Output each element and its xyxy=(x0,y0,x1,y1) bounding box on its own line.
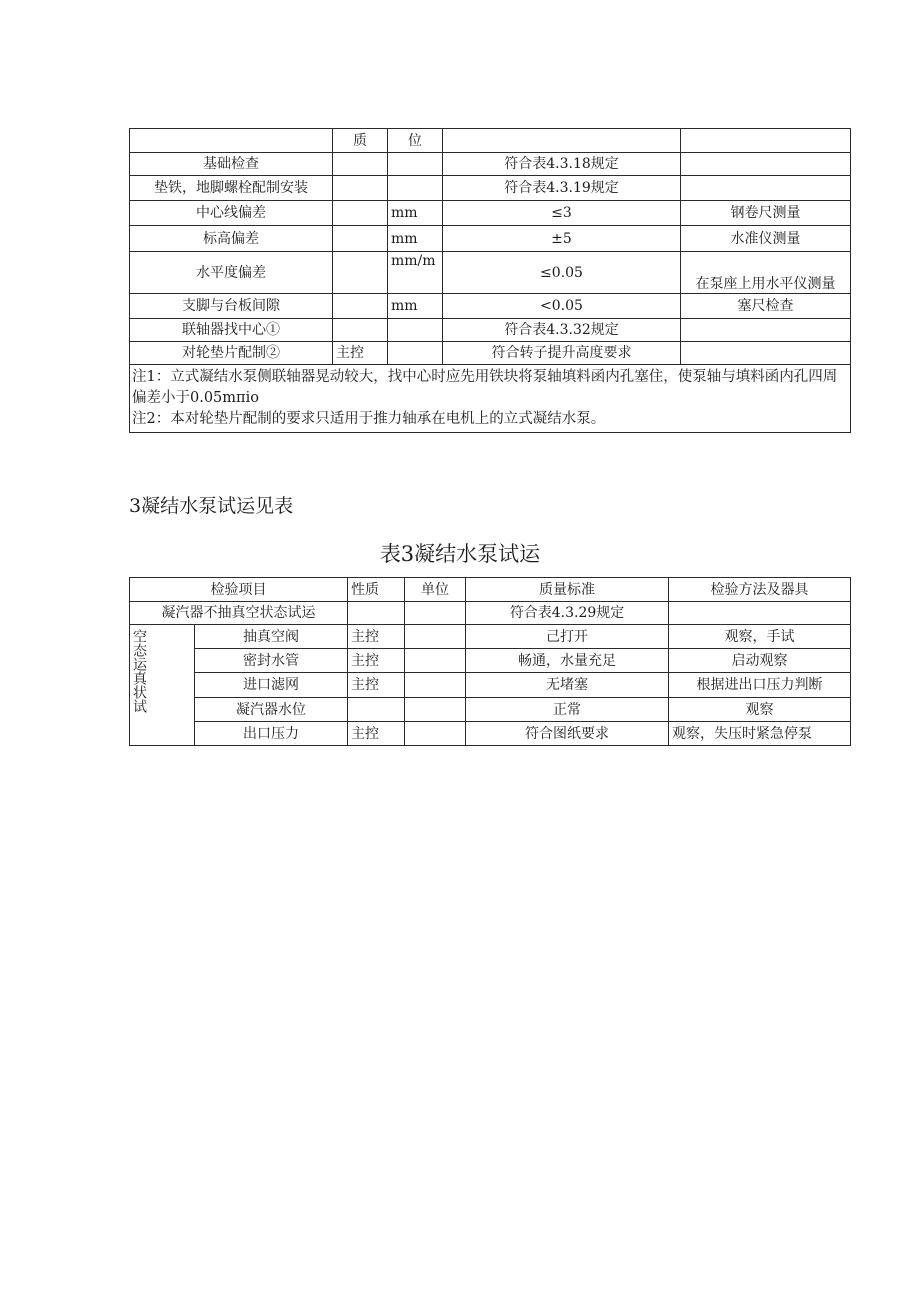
table-row xyxy=(130,319,851,342)
nature-cell xyxy=(333,176,388,201)
table-row xyxy=(130,294,851,319)
standard-cell: 无堵塞 xyxy=(466,673,669,698)
table-row xyxy=(130,342,851,365)
table-row xyxy=(130,625,851,649)
table-header-row xyxy=(130,129,851,153)
unit-cell xyxy=(388,153,443,176)
item-cell: 抽真空阀 xyxy=(195,625,348,649)
nature-cell xyxy=(333,153,388,176)
table-row xyxy=(130,176,851,201)
standard-cell: ≤0.05 xyxy=(443,252,681,294)
header-cell: 检验方法及器具 xyxy=(669,578,851,602)
nature-cell: 主控 xyxy=(348,722,405,746)
standard-cell: 畅通，水量充足 xyxy=(466,649,669,673)
notes-cell xyxy=(130,365,851,433)
group-label-cell xyxy=(130,625,195,746)
method-cell: 塞尺检查 xyxy=(681,294,851,319)
unit-cell xyxy=(388,319,443,342)
standard-cell: ≤3 xyxy=(443,201,681,226)
standard-cell: 符合转子提升高度要求 xyxy=(443,342,681,365)
method-cell: 在泵座上用水平仪测量 xyxy=(681,252,851,294)
header-cell: 性质 xyxy=(348,578,405,602)
unit-cell xyxy=(405,625,466,649)
standard-cell: ±5 xyxy=(443,226,681,252)
method-cell: 启动观察 xyxy=(669,649,851,673)
header-cell xyxy=(443,129,681,153)
table-row xyxy=(130,226,851,252)
unit-cell: mm xyxy=(388,226,443,252)
unit-cell xyxy=(388,176,443,201)
method-cell: 水准仪测量 xyxy=(681,226,851,252)
method-cell: 观察 xyxy=(669,698,851,722)
nature-cell: 主控 xyxy=(333,342,388,365)
item-cell: 凝汽器不抽真空状态试运 xyxy=(130,602,348,625)
unit-cell: mm xyxy=(388,201,443,226)
table-row xyxy=(130,722,851,746)
method-cell xyxy=(681,176,851,201)
header-cell: 质量标准 xyxy=(466,578,669,602)
header-cell xyxy=(681,129,851,153)
unit-cell xyxy=(405,698,466,722)
item-cell: 垫铁，地脚螺栓配制安装 xyxy=(130,176,333,201)
item-cell: 联轴器找中心① xyxy=(130,319,333,342)
notes-row xyxy=(130,365,851,433)
table-row xyxy=(130,649,851,673)
unit-cell xyxy=(405,673,466,698)
item-cell: 中心线偏差 xyxy=(130,201,333,226)
standard-cell: 符合图纸要求 xyxy=(466,722,669,746)
method-cell: 钢卷尺测量 xyxy=(681,201,851,226)
item-cell: 密封水管 xyxy=(195,649,348,673)
item-cell: 对轮垫片配制② xyxy=(130,342,333,365)
standard-cell: 符合表4.3.18规定 xyxy=(443,153,681,176)
table-row xyxy=(130,673,851,698)
method-cell: 根据进出口压力判断 xyxy=(669,673,851,698)
nature-cell: 主控 xyxy=(348,673,405,698)
table-row xyxy=(130,698,851,722)
header-cell xyxy=(130,129,333,153)
header-cell: 位 xyxy=(388,129,443,153)
unit-cell: mm xyxy=(388,294,443,319)
table-row xyxy=(130,252,851,294)
standard-cell: 符合表4.3.29规定 xyxy=(466,602,669,625)
standard-cell: 己打开 xyxy=(466,625,669,649)
trial-run-table xyxy=(129,577,851,746)
item-cell: 水平度偏差 xyxy=(130,252,333,294)
item-cell: 支脚与台板间隙 xyxy=(130,294,333,319)
table-header-row xyxy=(130,578,851,602)
table-row xyxy=(130,602,851,625)
unit-cell xyxy=(388,342,443,365)
nature-cell xyxy=(333,201,388,226)
nature-cell xyxy=(348,698,405,722)
header-cell: 单位 xyxy=(405,578,466,602)
nature-cell xyxy=(333,252,388,294)
standard-cell: 正常 xyxy=(466,698,669,722)
note-1: 注1：立式凝结水泵侧联轴器晃动较大，找中心时应先用铁块将泵轴填料函内孔塞住，使泵轴与填料函内孔四周偏差小于0.05mπio xyxy=(132,369,838,406)
note-2: 注2：本对轮垫片配制的要求只适用于推力轴承在电机上的立式凝结水泵。 xyxy=(132,411,606,427)
method-cell xyxy=(669,602,851,625)
nature-cell xyxy=(333,226,388,252)
group-label: 空态运真状试 xyxy=(131,629,147,713)
nature-cell xyxy=(333,294,388,319)
table-row xyxy=(130,153,851,176)
standard-cell: 符合表4.3.32规定 xyxy=(443,319,681,342)
item-cell: 标高偏差 xyxy=(130,226,333,252)
header-cell: 检验项目 xyxy=(130,578,348,602)
standard-cell: <0.05 xyxy=(443,294,681,319)
method-cell xyxy=(681,153,851,176)
method-cell: 观察，失压时紧急停泵 xyxy=(669,722,851,746)
section-heading: 3凝结水泵试运见表 xyxy=(129,495,294,517)
nature-cell: 主控 xyxy=(348,625,405,649)
item-cell: 凝汽器水位 xyxy=(195,698,348,722)
unit-cell xyxy=(405,602,466,625)
item-cell: 进口滤网 xyxy=(195,673,348,698)
nature-cell: 主控 xyxy=(348,649,405,673)
installation-check-table xyxy=(129,128,851,433)
unit-cell: mm/m xyxy=(388,252,443,294)
table-row xyxy=(130,201,851,226)
method-cell: 观察，手试 xyxy=(669,625,851,649)
method-cell xyxy=(681,319,851,342)
nature-cell xyxy=(348,602,405,625)
standard-cell: 符合表4.3.19规定 xyxy=(443,176,681,201)
unit-cell xyxy=(405,649,466,673)
table-caption: 表3凝结水泵试运 xyxy=(379,542,541,566)
unit-cell xyxy=(405,722,466,746)
header-cell: 质 xyxy=(333,129,388,153)
method-cell xyxy=(681,342,851,365)
item-cell: 基础检查 xyxy=(130,153,333,176)
item-cell: 出口压力 xyxy=(195,722,348,746)
nature-cell xyxy=(333,319,388,342)
